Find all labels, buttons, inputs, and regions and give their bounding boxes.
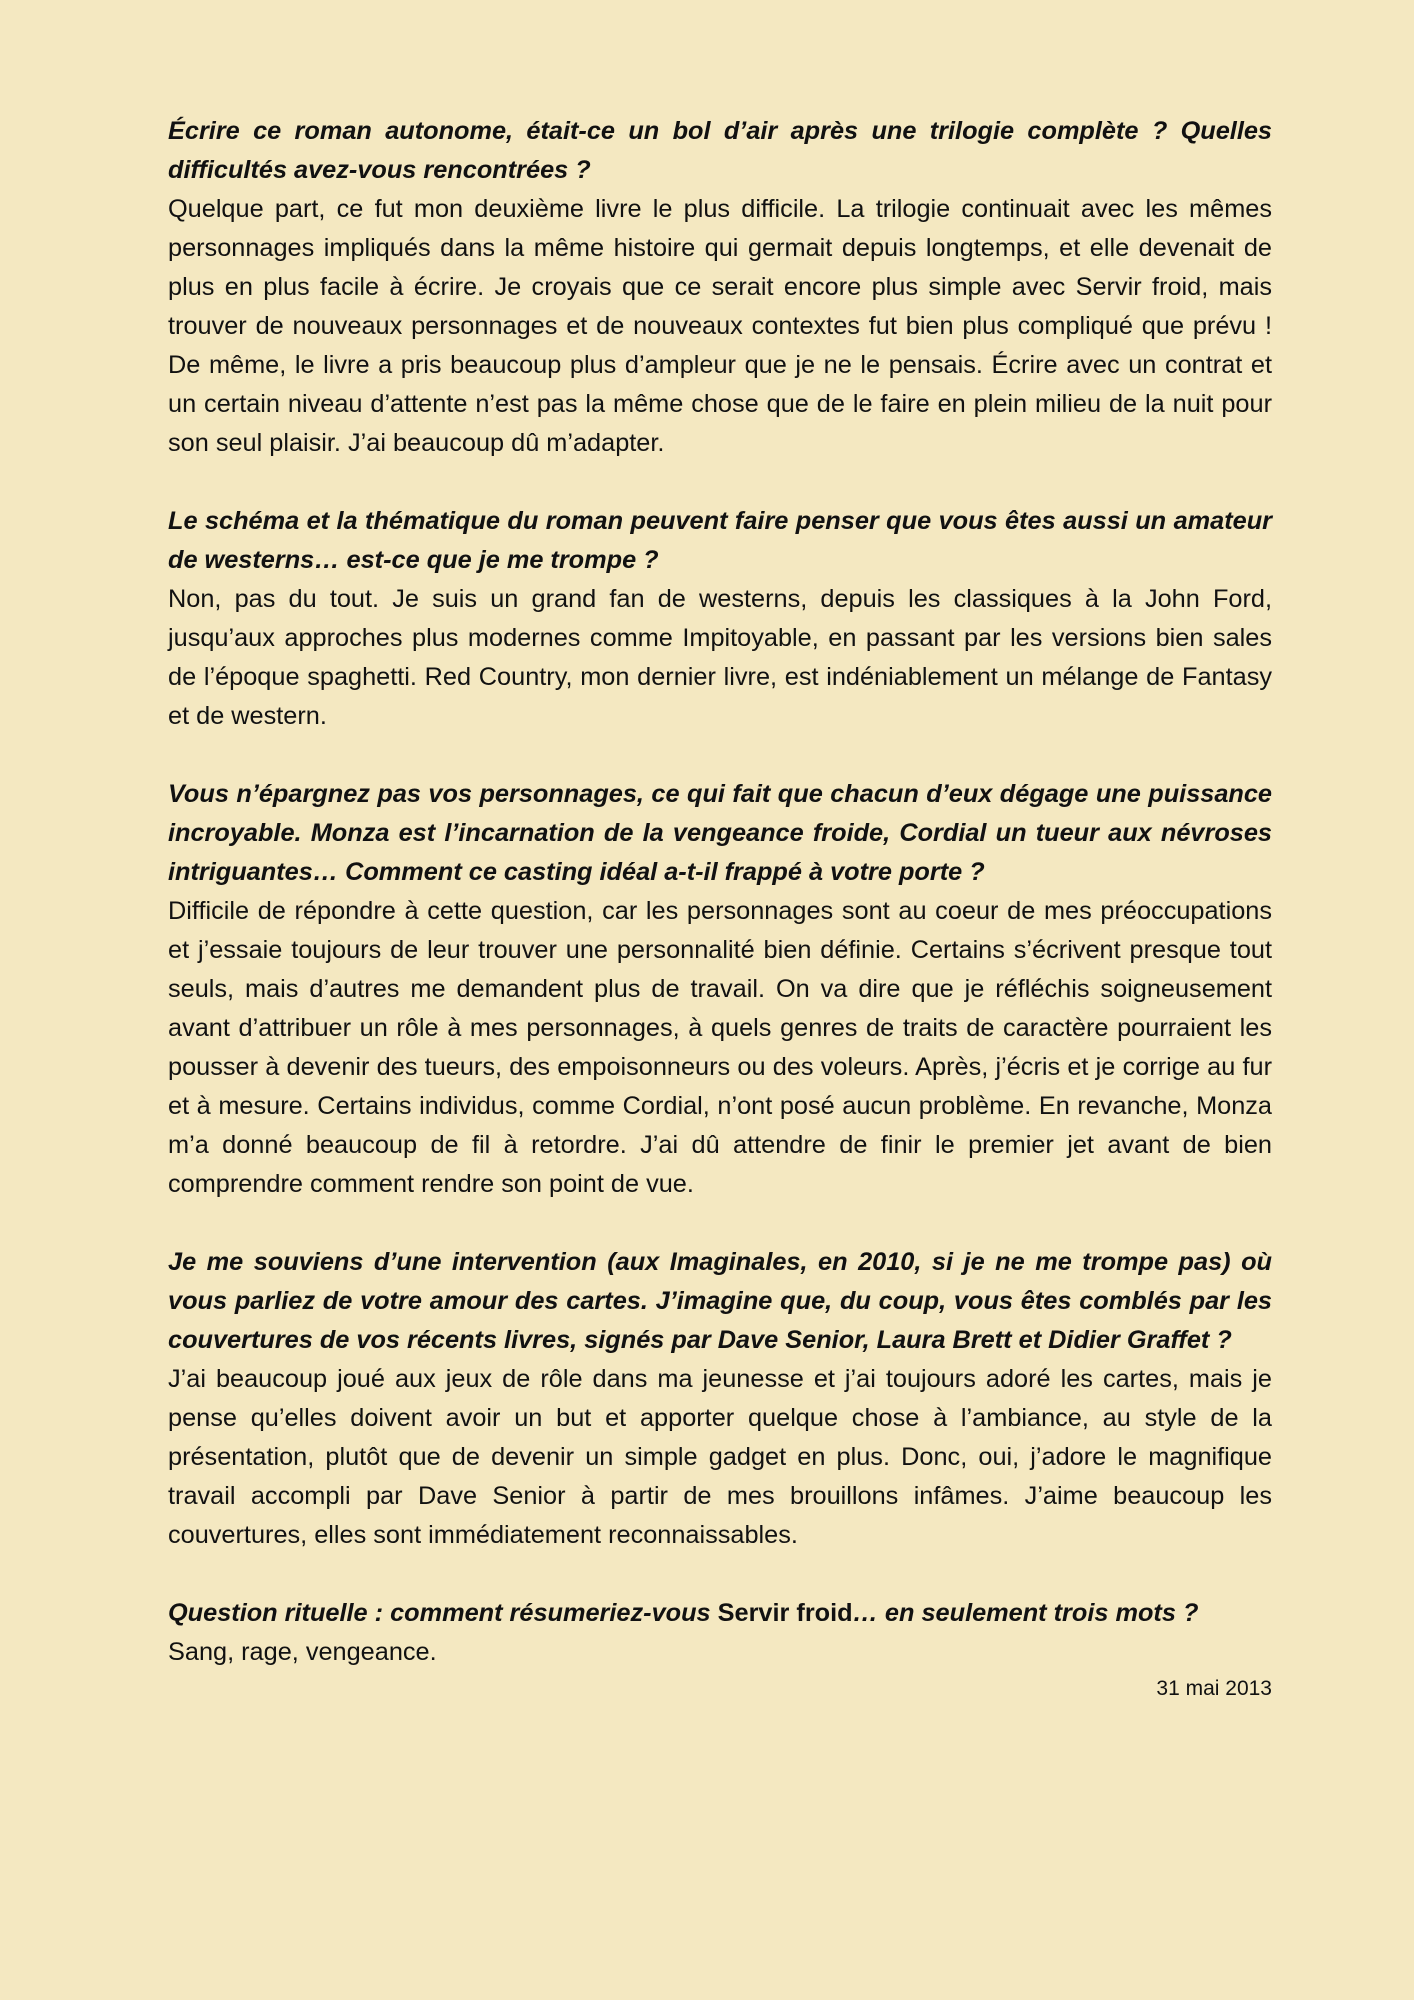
book-title: Servir froid — [717, 1599, 853, 1627]
interview-page — [168, 112, 1272, 1704]
question-text: Je me souviens d’une intervention (aux Imaginales, en 2010, si je ne me trompe pas) où vous parliez de votre amour des cartes. J’imagine que, du coup, vous êtes comblés par les couvertures de vos récents livres, signés par Dave Senior, Laura Brett et Didier Graffet ? — [168, 1248, 1272, 1354]
qa-block-2 — [168, 502, 1272, 736]
final-question — [168, 1594, 1272, 1633]
question-text: Écrire ce roman autonome, était-ce un bol d’air après une trilogie complète ? Quelles difficultés avez-vous rencontrées ? — [168, 117, 1272, 184]
interview-date: 31 mai 2013 — [1156, 1677, 1272, 1700]
answer-text: Non, pas du tout. Je suis un grand fan de westerns, depuis les classiques à la John Ford, jusqu’aux approches plus modernes comme Impitoyable, en passant par les versions bien sales de l’époque spaghetti. Red Country, mon dernier livre, est indéniablement un mélange de Fantasy et de western. — [168, 585, 1272, 730]
question-text: Vous n’épargnez pas vos personnages, ce qui fait que chacun d’eux dégage une puissance incroyable. Monza est l’incarnation de la vengeance froide, Cordial un tueur aux névroses intriguantes… Comment ce casting idéal a-t-il frappé à votre porte ? — [168, 780, 1272, 886]
qa-block-1 — [168, 112, 1272, 463]
qa-block-final — [168, 1594, 1272, 1704]
qa-block-3 — [168, 775, 1272, 1204]
final-question-end: … en seulement trois mots ? — [852, 1599, 1199, 1627]
final-question-start: Question rituelle : comment résumeriez-vous — [168, 1599, 718, 1627]
question-text: Le schéma et la thématique du roman peuvent faire penser que vous êtes aussi un amateur de westerns… est-ce que je me trompe ? — [168, 507, 1272, 574]
answer-text: Quelque part, ce fut mon deuxième livre le plus difficile. La trilogie continuait avec les mêmes personnages impliqués dans la même histoire qui germait depuis longtemps, et elle devenait de plus en plus facile à écrire. Je croyais que ce serait encore plus simple avec Servir froid, mais trouver de nouveaux personnages et de nouveaux contextes fut bien plus compliqué que prévu ! De même, le livre a pris beaucoup plus d’ampleur que je ne le pensais. Écrire avec un contrat et un certain niveau d’attente n’est pas la même chose que de le faire en plein milieu de la nuit pour son seul plaisir. J’ai beaucoup dû m’adapter. — [168, 195, 1272, 457]
qa-block-4 — [168, 1243, 1272, 1555]
final-answer: Sang, rage, vengeance. — [168, 1638, 437, 1666]
answer-text: Difficile de répondre à cette question, car les personnages sont au coeur de mes préoccupations et j’essaie toujours de leur trouver une personnalité bien définie. Certains s’écrivent presque tout seuls, mais d’autres me demandent plus de travail. On va dire que je réfléchis soigneusement avant d’attribuer un rôle à mes personnages, à quels genres de traits de caractère pourraient les pousser à devenir des tueurs, des empoisonneurs ou des voleurs. Après, j’écris et je corrige au fur et à mesure. Certains individus, comme Cordial, n’ont posé aucun problème. En revanche, Monza m’a donné beaucoup de fil à retordre. J’ai dû attendre de finir le premier jet avant de bien comprendre comment rendre son point de vue. — [168, 897, 1272, 1198]
answer-text: J’ai beaucoup joué aux jeux de rôle dans ma jeunesse et j’ai toujours adoré les cartes, mais je pense qu’elles doivent avoir un but et apporter quelque chose à l’ambiance, au style de la présentation, plutôt que de devenir un simple gadget en plus. Donc, oui, j’adore le magnifique travail accompli par Dave Senior à partir de mes brouillons infâmes. J’aime beaucoup les couvertures, elles sont immédiatement reconnaissables. — [168, 1365, 1272, 1549]
